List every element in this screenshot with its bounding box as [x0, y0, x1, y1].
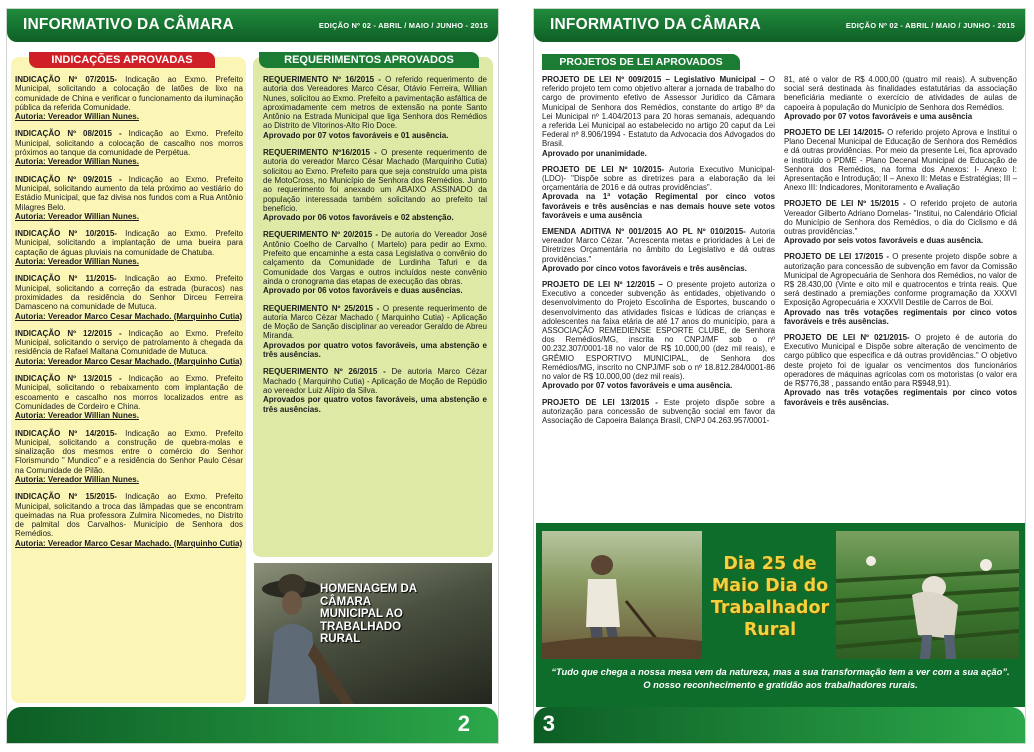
item-body: O referido projeto Aprova e Institui o Plano Decenal Municipal de Educação de Senhora dos Remédios e dá outras providências. Por meio da presente Lei, fica aprovado e instituído o PDME - Plano Decenal Municipal de Educação de Senhora dos Remédios, na forma dos Anexos: I- Anexo I: Apresentação e Introdução; II – Anexo II: Metas e Estratégias; III – Anexo III: Indicadores, Monitoramento e Avaliação	[784, 128, 1018, 193]
item-author: Autoria: Vereador Willian Nunes.	[15, 157, 139, 167]
item-vote: Aprovado nas três votações regimentais por cinco votos favoráveis e três ausências.	[784, 307, 1017, 326]
item-text	[542, 227, 775, 264]
quote-line-2: O nosso reconhecimento e gratidão aos trabalhadores rurais.	[643, 679, 918, 690]
header-title: INFORMATIVO DA CÂMARA	[550, 16, 761, 33]
item-vote: Aprovado por 06 votos favoráveis e 02 abstenção.	[263, 213, 454, 223]
edition-label: EDIÇÃO Nº 02 - ABRIL / MAIO / JUNHO - 2015	[318, 21, 488, 30]
item-vote: Aprovado nas três votações regimentais por cinco votos favoráveis e três ausências.	[784, 388, 1017, 407]
item-heading: PROJETO DE LEI Nº 12/2015 –	[542, 280, 663, 290]
quote-line-1: “Tudo que chega a nossa mesa vem da natureza, mas a sua transformação tem a ver com a sua ação”.	[551, 666, 1010, 677]
list-item	[15, 274, 243, 320]
list-item	[15, 492, 243, 548]
item-text	[784, 199, 1017, 236]
list-item	[263, 304, 487, 360]
item-body: O presente requerimento de autoria do vereador Marco César Machado (Marquinho Cutia) solicitou ao Exmo. Prefeito para que seja construído uma pista de MotoCross, no Município de Senhora dos Remédios. Junto ao requerimento foi anexado um ABAIXO ASSINADO da população interessada também solicitando ao prefeito tal benefício.	[263, 148, 488, 213]
item-text	[784, 252, 1017, 307]
item-body: Indicação ao Exmo. Prefeito Municipal, solicitando o serviço de patrolamento à chegada da residência de Rafael Maltana Comunidade de Mutuca.	[15, 328, 244, 357]
page-footer	[7, 707, 498, 743]
list-item	[542, 75, 775, 158]
item-text	[263, 75, 487, 131]
item-text	[15, 429, 243, 475]
list-item	[784, 128, 1017, 192]
item-heading: INDICAÇÃO Nº 15/2015-	[15, 492, 117, 502]
page-header	[534, 9, 1025, 42]
list-item	[15, 75, 243, 121]
item-heading: INDICAÇÃO Nº 13/2015 -	[15, 374, 122, 384]
dia-trabalhador-banner	[536, 523, 1025, 707]
page-number: 2	[457, 711, 470, 736]
item-text	[263, 367, 487, 395]
list-item	[263, 367, 487, 413]
list-item	[15, 229, 243, 266]
header-title: INFORMATIVO DA CÂMARA	[23, 16, 234, 33]
item-vote: Aprovado por 06 votos favoráveis e duas ausências.	[263, 286, 463, 296]
item-body: Indicação ao Exmo. Prefeito Municipal, solicitando a correção da estrada (buracos) nas proximidades da residência do Senhor Dirceu Ferreira Damasceno na comunidade de Mutuca.	[15, 274, 243, 312]
item-text	[784, 128, 1017, 192]
item-body: Indicação ao Exmo. Prefeito Municipal, solicitando a colocação de latões de lixo na comunidade de China e verificar o funcionamento da iluminação pública da referida Comunidade.	[15, 75, 244, 112]
item-body: De autoria Marco Cézar Machado ( Marquinho Cutia) - Aplicação de Moção de Repúdio ao vereador Luiz Alípio da Silva.	[263, 367, 487, 395]
indicacoes-heading: INDICAÇÕES APROVADAS	[29, 52, 215, 68]
list-item	[15, 329, 243, 366]
item-body: O presente requerimento de autoria Marco Cézar Machado ( Marquinho Cutia) - Aplicação de Moção de Sanção disciplinar ao vereador Geraldo de Abreu Miranda.	[263, 303, 488, 341]
item-text	[15, 75, 243, 112]
item-heading: PROJETO DE LEI Nº 10/2015-	[542, 164, 665, 174]
item-vote: Aprovados por quatro votos favoráveis, uma abstenção e três ausências.	[263, 395, 487, 414]
item-text	[15, 374, 243, 411]
projetos-column-2	[784, 75, 1017, 414]
requerimentos-heading: REQUERIMENTOS APROVADOS	[259, 52, 479, 68]
item-author: Autoria: Vereador Willian Nunes.	[15, 474, 139, 484]
item-body: Indicação ao Exmo. Prefeito Municipal, solicitando a implantação de uma bueira para captação de águas pluviais na comunidade de Chatuba.	[15, 229, 244, 257]
item-heading: PROJETO DE LEI 13/2015 -	[542, 397, 658, 407]
item-heading: REQUERIMENTO Nº16/2015 -	[263, 148, 377, 158]
item-body: Autoria Executivo Municipal- (LDO)- "Dispõe sobre as diretrizes para a elaboração da lei orçamentária de 2016 e dá outras providências".	[542, 164, 775, 193]
item-body: O presente projeto autoriza o Executivo a conceder subvenção às entidades, objetivando o desenvolvimento do Projeto Escolinha de Esportes, buscando o desenvolvimento das atividades físicas e lúdicas de crianças e adolescentes na faixa etária de até 17 anos do município, para a ASSOCIAÇÃO REMEDIENSE ESPORTE CLUBE, de Senhora dos Remédios/MG, inscrita no CNPJ/MF sob o nº 00.232.307/0001-18 no valor de R$ 10.000,00 (dez mil reais), e GRÊMIO ESPORTIVO MUNICIPAL, de Senhora dos Remédios/MG, inscrito no CNPJ/MF sob o nº 18.812.284/0001-86 no valor de R$ 10.000,00 (dez mil reais).	[542, 280, 775, 382]
item-author: Autoria: Vereador Willian Nunes.	[15, 257, 139, 267]
item-text	[15, 229, 243, 257]
item-body: O referido projeto tem como objetivo alterar a jornada de trabalho do cargo de provimento efetivo de Assessor Jurídico da Câmara Municipal de Senhora dos Remédios, constante do artigo 8º da Lei Municipal nº 1.404/2013 para 20 horas semanais, adequando a referida Lei Municipal ao estabelecido no artigo 20 caput da Lei Federal nº 8.906/1994 - Estatuto da Advocacia dos Advogados do Brasil.	[542, 75, 775, 149]
item-heading: REQUERIMENTO Nº 20/2015 -	[263, 230, 379, 240]
item-text	[542, 280, 775, 381]
item-text	[542, 165, 775, 193]
item-vote: Aprovados por quatro votos favoráveis, uma abstenção e três ausências.	[263, 340, 487, 360]
item-vote: Aprovado por unanimidade.	[542, 148, 647, 158]
item-vote: Aprovado por 07 votos favoráveis e 01 ausência.	[263, 130, 449, 140]
item-text	[15, 274, 243, 311]
list-item	[784, 252, 1017, 326]
item-heading: INDICAÇÃO Nº 12/2015 -	[15, 328, 122, 338]
list-item	[784, 333, 1017, 407]
item-author: Autoria: Vereador Marco Cesar Machado. (Marquinho Cutia)	[15, 356, 243, 366]
homenagem-photo	[254, 563, 492, 704]
page-2	[6, 8, 499, 744]
banner-photo-left	[542, 531, 702, 659]
item-body: O referido requerimento de autoria dos Vereadores Marco César, Otávio Ferreira, Willian Nunes, solicitou ao Exmo. Prefeito a pavimentação asfáltica de aproximadamente cem metros de extensão na ponte Santo Antônio na Estrada Municipal que liga Senhora dos Remédios ao Distrito de Vitorinos-Alto Rio Doce.	[263, 75, 488, 131]
list-item	[263, 75, 487, 140]
item-heading: REQUERIMENTO Nº 26/2015 -	[263, 367, 386, 377]
item-body: 81, até o valor de R$ 4.000,00 (quatro mil reais). A subvenção social será destinada às finalidades estatutárias da associação beneficiária mediante o exercício de atividades de aulas de capoeira à população do Município de Senhora dos Remédios.	[784, 75, 1017, 112]
item-text	[263, 148, 487, 213]
list-item	[784, 199, 1017, 245]
list-item	[15, 175, 243, 221]
item-author: Autoria: Vereador Marco Cesar Machado. (Marquinho Cutia)	[15, 311, 243, 321]
list-item	[542, 227, 775, 273]
item-text	[15, 175, 243, 212]
item-body: Indicação ao Exmo. Prefeito Municipal, solicitando aumento da tela próximo ao vestiário do Estádio Municipal, que faz divisa nos fundos com a Rua Antônio Milagres Belo.	[15, 174, 244, 212]
page-footer	[534, 707, 1025, 743]
list-item	[542, 280, 775, 390]
item-heading: INDICAÇÃO Nº 08/2015 -	[15, 129, 122, 139]
item-heading: INDICAÇÃO Nº 07/2015-	[15, 75, 117, 84]
farmer-field-illustration	[542, 531, 702, 659]
item-body: Indicação ao Exmo. Prefeito Municipal, solicitando a troca das lâmpadas que se encontram queimadas na Rua professora Zulmira Nicomedes, no Distrito de palmital dos Carvalhos- Município de Senhora dos Remédios.	[15, 492, 244, 539]
item-body: Indicação ao Exmo. Prefeito Municipal, solicitando a construção de quebra-molas e sinalização dos mesmos entre o comércio do Senhor Florismundo " Mundico" e a residência do Senhor Paulo César na Comunidade de Pilão.	[15, 428, 244, 475]
item-author: Autoria: Vereador Willian Nunes.	[15, 112, 139, 122]
list-item	[542, 398, 775, 426]
item-heading: PROJETO DE LEI Nº 009/2015 – Legislativo Municipal –	[542, 75, 765, 84]
banner-day-title: Dia 25 de Maio Dia do Trabalhador Rural	[710, 554, 830, 640]
page-number: 3	[542, 711, 555, 736]
item-vote: Aprovada na 1ª votação Regimental por cinco votos favoráveis e três ausências e nas demais houve sete votos favoráveis e uma ausência	[542, 192, 775, 220]
item-heading: INDICAÇÃO Nº 09/2015 -	[15, 174, 122, 184]
item-text	[784, 75, 1017, 112]
item-body: Este projeto dispõe sobre a autorização para concessão de subvenção social em favor da Associação de Capoeira Balança Brasil, CNPJ 04.263.957/0001-	[542, 397, 775, 425]
item-heading: INDICAÇÃO Nº 10/2015-	[15, 229, 117, 239]
item-text	[15, 129, 243, 157]
edition-label: EDIÇÃO Nº 02 - ABRIL / MAIO / JUNHO - 2015	[845, 21, 1015, 30]
item-text	[542, 75, 775, 149]
homenagem-title: HOMENAGEM DA CÂMARA MUNICIPAL AO TRABALHADO RURAL	[320, 583, 417, 645]
item-heading: REQUERIMENTO Nº 25/2015 -	[263, 303, 380, 313]
item-body: O presente projeto dispõe sobre a autorização para concessão de subvenção em favor da Comissão Municipal de Agropecuária de Senhora dos Remédios, no valor de R$ 28.430,00 (Vinte e oito mil e quatrocentos e trinta reais. Que será destinado a premiações conforme programação da XXXVI Exposição Agropecuária e XXXVII Destile de Carros de Boi.	[784, 252, 1017, 308]
item-heading: PROJETO DE LEI 17/2015 -	[784, 252, 890, 262]
item-vote: Aprovado por 07 votos favoráveis e uma ausência.	[542, 381, 733, 391]
item-text	[15, 329, 243, 357]
page-3	[533, 8, 1026, 744]
projetos-columns	[542, 75, 1020, 515]
list-item	[15, 429, 243, 485]
projetos-heading: PROJETOS DE LEI APROVADOS	[542, 54, 740, 70]
banner-photo-right	[836, 531, 1019, 659]
banner-quote	[540, 665, 1021, 691]
item-heading: INDICAÇÃO Nº 14/2015-	[15, 428, 117, 438]
list-item	[542, 165, 775, 220]
item-body: O referido projeto de autoria Vereador Gilberto Adriano Dornelas- "Institui, no Calendário Oficial do Município de Senhora dos Remédios, o dia do Ciclismo e dá outras providências."	[784, 199, 1018, 237]
requerimentos-list	[263, 75, 487, 422]
item-text	[542, 398, 775, 426]
list-item	[784, 75, 1017, 121]
item-heading: INDICAÇÃO Nº 11/2015-	[15, 274, 117, 284]
list-item	[15, 374, 243, 420]
list-item	[15, 129, 243, 166]
item-body: O projeto é de autoria do Executivo Municipal e Dispõe sobre alteração de vencimento de cargo público que especifica e dá outras providências." O objetivo deste projeto foi de igualar os vencimentos dos funcionários operadores de máquinas agrícolas com os motoristas (o valor era de R$776,38 , passando então para R$948,91).	[784, 333, 1017, 389]
item-vote: Aprovado por cinco votos favoráveis e três ausências.	[542, 263, 747, 273]
item-body: Autoria vereador Marco Cézar. "Acrescenta metas e prioridades à Lei de Diretrizes Orçamentária no âmbito do Legislativo e dá outras providências."	[542, 227, 775, 264]
item-vote: Aprovado por seis votos favoráveis e duas ausência.	[784, 236, 984, 246]
crop-rows-illustration	[836, 531, 1019, 659]
item-heading: EMENDA ADITIVA Nº 001/2015 AO PL Nº 010/2015-	[542, 227, 746, 237]
projetos-column-1	[542, 75, 775, 432]
item-author: Autoria: Vereador Willian Nunes.	[15, 411, 139, 421]
item-text	[263, 230, 487, 286]
list-item	[263, 230, 487, 295]
item-text	[263, 304, 487, 341]
item-heading: PROJETO DE LEI 14/2015-	[784, 128, 885, 138]
item-body: Indicação ao Exmo. Prefeito Municipal, solicitando o rebaixamento com implantação de escoamento e cascalho nos morros localizados entre as Comunidades de Cordeiro e China.	[15, 374, 244, 411]
item-heading: REQUERIMENTO Nº 16/2015 -	[263, 75, 381, 84]
list-item	[263, 148, 487, 222]
item-author: Autoria: Vereador Marco Cesar Machado. (Marquinho Cutia)	[15, 538, 243, 548]
item-text	[15, 492, 243, 538]
item-body: Indicação ao Exmo. Prefeito Municipal, solicitando a colocação de cascalho nos morros próximos ao tanque da comunidade de Perpétua.	[15, 129, 244, 158]
indicacoes-list	[15, 75, 243, 556]
item-text	[784, 333, 1017, 388]
item-heading: PROJETO DE LEI Nº 021/2015-	[784, 333, 910, 343]
item-author: Autoria: Vereador Willian Nunes.	[15, 211, 139, 221]
item-vote: Aprovado por 07 votos favoráveis e uma ausência	[784, 111, 973, 121]
item-body: De autoria do Vereador José Antônio Coelho de Carvalho ( Martelo) para pedir ao Exmo. Prefeito que encaminhe a esta casa Legislativa o convênio do calçamento da Comunidade de Lurdinha Tafuri e da Comunidade dos Vargas e outros incluídos neste convênio ainda o cronograma das etapas de execução das obras.	[263, 230, 487, 286]
item-heading: PROJETO DE LEI Nº 15/2015 -	[784, 199, 906, 209]
page-header	[7, 9, 498, 42]
